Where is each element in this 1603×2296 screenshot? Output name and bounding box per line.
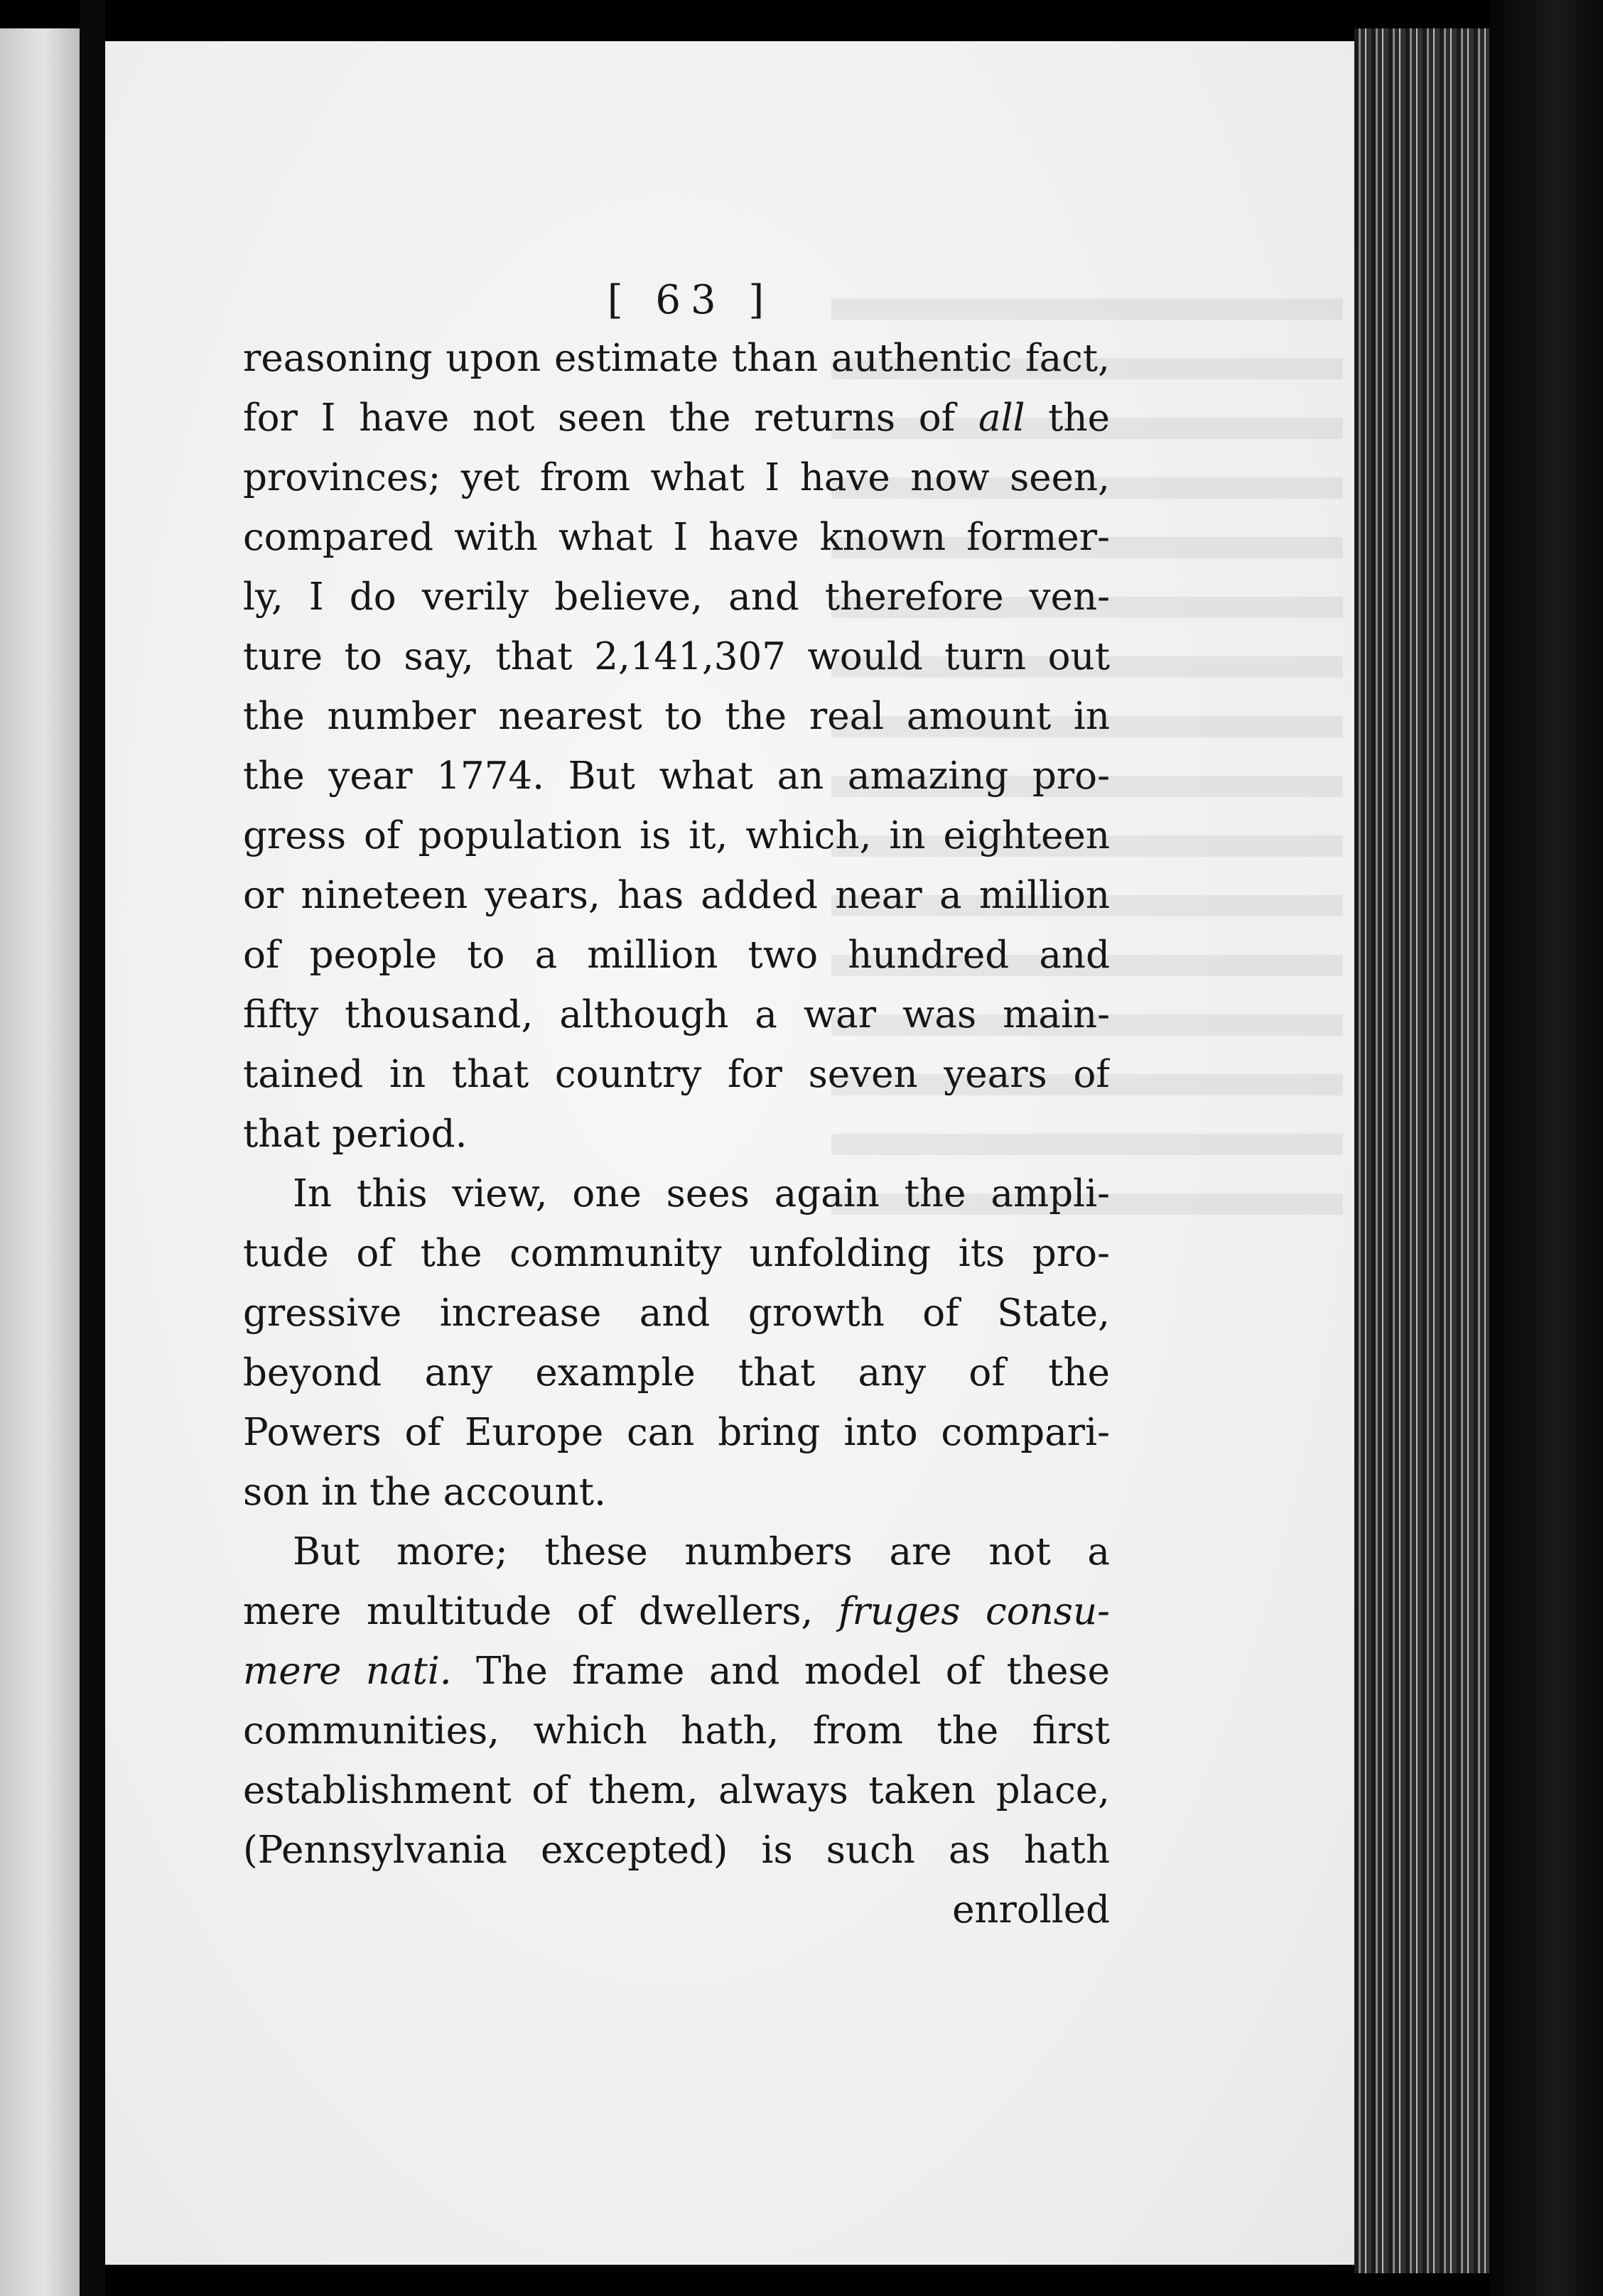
book-gutter	[80, 0, 105, 2296]
text-line: Powers of Europe can bring into compari-	[243, 1411, 1110, 1454]
text-fragment: mere multitude of dwellers,	[243, 1590, 838, 1633]
right-shadow	[1489, 0, 1603, 2296]
text-line: son in the account.	[243, 1471, 606, 1514]
text-line: that period.	[243, 1112, 468, 1156]
catchword: enrolled	[952, 1888, 1110, 1932]
text-line: reasoning upon estimate than authentic fact,	[243, 337, 1110, 380]
text-line	[243, 1642, 1110, 1701]
text-line: gress of population is it, which, in eighteen	[243, 814, 1110, 857]
text-line: the number nearest to the real amount in	[243, 695, 1110, 738]
text-fragment: the	[1025, 396, 1110, 440]
text-line: (Pennsylvania excepted) is such as hath	[243, 1829, 1110, 1872]
paragraph-3	[243, 1522, 1110, 1880]
text-fragment: The frame and model of these	[451, 1650, 1110, 1693]
page-number: [ 63 ]	[607, 277, 774, 323]
latin-phrase: mere nati.	[243, 1650, 452, 1693]
text-line: ly, I do verily believe, and therefore ven-	[243, 575, 1110, 619]
text-line: beyond any example that any of the	[243, 1351, 1110, 1395]
left-page-edge	[0, 28, 80, 2296]
text-line: ture to say, that 2,141,307 would turn out	[243, 635, 1110, 678]
page-text	[243, 277, 1110, 1940]
text-line: But more; these numbers are not a	[293, 1530, 1110, 1574]
text-line	[243, 389, 1110, 448]
text-line: In this view, one sees again the ampli-	[293, 1172, 1110, 1215]
text-line: communities, which hath, from the first	[243, 1709, 1110, 1753]
text-line: provinces; yet from what I have now seen,	[243, 456, 1110, 499]
paragraph-2	[243, 1164, 1110, 1522]
text-line: the year 1774. But what an amazing pro-	[243, 754, 1110, 798]
text-line: tained in that country for seven years of	[243, 1053, 1110, 1096]
italic-word: all	[978, 396, 1025, 440]
text-line: of people to a million two hundred and	[243, 933, 1110, 977]
text-line	[243, 1582, 1110, 1642]
text-line: gressive increase and growth of State,	[243, 1292, 1110, 1335]
text-fragment: for I have not seen the returns of	[243, 396, 978, 440]
latin-phrase: fruges consu-	[838, 1590, 1110, 1633]
text-line: compared with what I have known former-	[243, 516, 1110, 559]
text-line: fifty thousand, although a war was main-	[243, 993, 1110, 1036]
text-line: tude of the community unfolding its pro-	[243, 1232, 1110, 1275]
text-line: or nineteen years, has added near a million	[243, 874, 1110, 917]
text-line: establishment of them, always taken place,	[243, 1769, 1110, 1812]
page-edge-stack	[1354, 28, 1489, 2273]
paragraph-1	[243, 329, 1110, 1164]
